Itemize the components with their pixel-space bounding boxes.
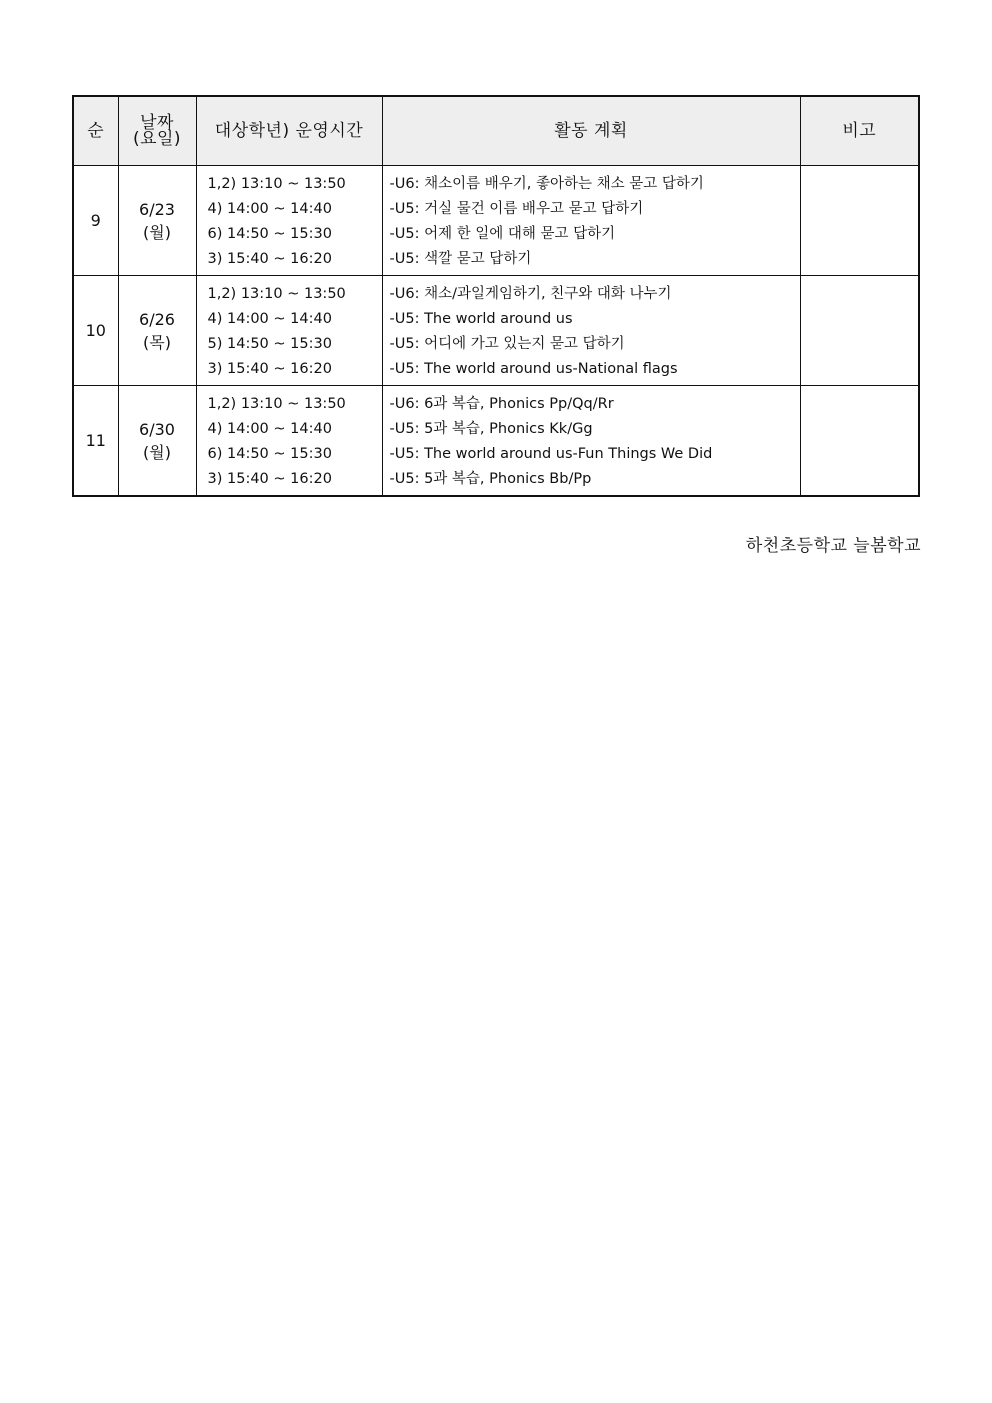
header-date <box>118 96 196 166</box>
time-slot: 1,2) 13:10 ~ 13:50 <box>207 176 346 193</box>
row-note <box>800 386 919 497</box>
row-date: 6/23 <box>139 199 175 219</box>
activity-item: -U5: 어디에 가고 있는지 묻고 답하기 <box>389 336 625 352</box>
time-slot: 5) 14:50 ~ 15:30 <box>207 336 332 352</box>
activity-list <box>383 169 800 271</box>
time-slot: 6) 14:50 ~ 15:30 <box>207 226 332 242</box>
time-list <box>197 169 382 271</box>
row-date-cell <box>118 166 196 276</box>
activity-item: -U5: 5과 복습, Phonics Bb/Pp <box>389 470 592 487</box>
row-day: (월) <box>143 442 171 462</box>
header-no: 순 <box>73 96 118 166</box>
row-day: (목) <box>143 332 171 352</box>
time-slot: 1,2) 13:10 ~ 13:50 <box>207 396 346 413</box>
row-activities-cell <box>382 386 800 497</box>
header-date-line2: (요일) <box>132 129 182 149</box>
time-slot: 4) 14:00 ~ 14:40 <box>207 311 332 328</box>
table-row <box>73 276 919 386</box>
header-activity: 활동 계획 <box>382 96 800 166</box>
row-note <box>800 276 919 386</box>
row-number: 11 <box>73 386 118 497</box>
row-date: 6/26 <box>139 309 175 329</box>
row-activities-cell <box>382 276 800 386</box>
activity-item: -U5: 색깔 묻고 답하기 <box>389 250 532 267</box>
row-date: 6/30 <box>139 419 175 439</box>
table-header-row <box>73 96 919 166</box>
row-date-cell <box>118 276 196 386</box>
activity-item: -U5: The world around us-National flags <box>389 360 678 377</box>
time-slot: 3) 15:40 ~ 16:20 <box>207 470 332 487</box>
schedule-table <box>72 95 920 497</box>
header-note: 비고 <box>800 96 919 166</box>
time-slot: 3) 15:40 ~ 16:20 <box>207 250 332 267</box>
time-slot: 1,2) 13:10 ~ 13:50 <box>207 286 346 303</box>
row-number: 10 <box>73 276 118 386</box>
activity-item: -U6: 채소이름 배우기, 좋아하는 채소 묻고 답하기 <box>389 176 704 193</box>
time-slot: 6) 14:50 ~ 15:30 <box>207 446 332 462</box>
row-number: 9 <box>73 166 118 276</box>
activity-item: -U5: 거실 물건 이름 배우고 묻고 답하기 <box>389 201 644 218</box>
row-times-cell <box>196 276 382 386</box>
time-slot: 4) 14:00 ~ 14:40 <box>207 421 332 438</box>
header-date-line1: 날짜 <box>140 113 174 133</box>
row-note <box>800 166 919 276</box>
time-list <box>197 279 382 381</box>
row-day: (월) <box>143 222 171 242</box>
activity-list <box>383 279 800 381</box>
activity-item: -U5: The world around us <box>389 311 573 328</box>
activity-item: -U5: 어제 한 일에 대해 묻고 답하기 <box>389 226 616 242</box>
footer-organization: 하천초등학교 늘봄학교 <box>745 536 921 556</box>
time-slot: 3) 15:40 ~ 16:20 <box>207 360 332 377</box>
time-slot: 4) 14:00 ~ 14:40 <box>207 201 332 218</box>
activity-item: -U5: 5과 복습, Phonics Kk/Gg <box>389 421 593 438</box>
table-row <box>73 166 919 276</box>
row-times-cell <box>196 386 382 497</box>
activity-item: -U6: 6과 복습, Phonics Pp/Qq/Rr <box>389 396 614 413</box>
row-activities-cell <box>382 166 800 276</box>
activity-item: -U5: The world around us-Fun Things We Did <box>389 446 713 462</box>
row-date-cell <box>118 386 196 497</box>
activity-item: -U6: 채소/과일게임하기, 친구와 대화 나누기 <box>389 286 672 303</box>
row-times-cell <box>196 166 382 276</box>
table-row <box>73 386 919 497</box>
activity-list <box>383 389 800 491</box>
time-list <box>197 389 382 491</box>
header-time: 대상학년) 운영시간 <box>196 96 382 166</box>
